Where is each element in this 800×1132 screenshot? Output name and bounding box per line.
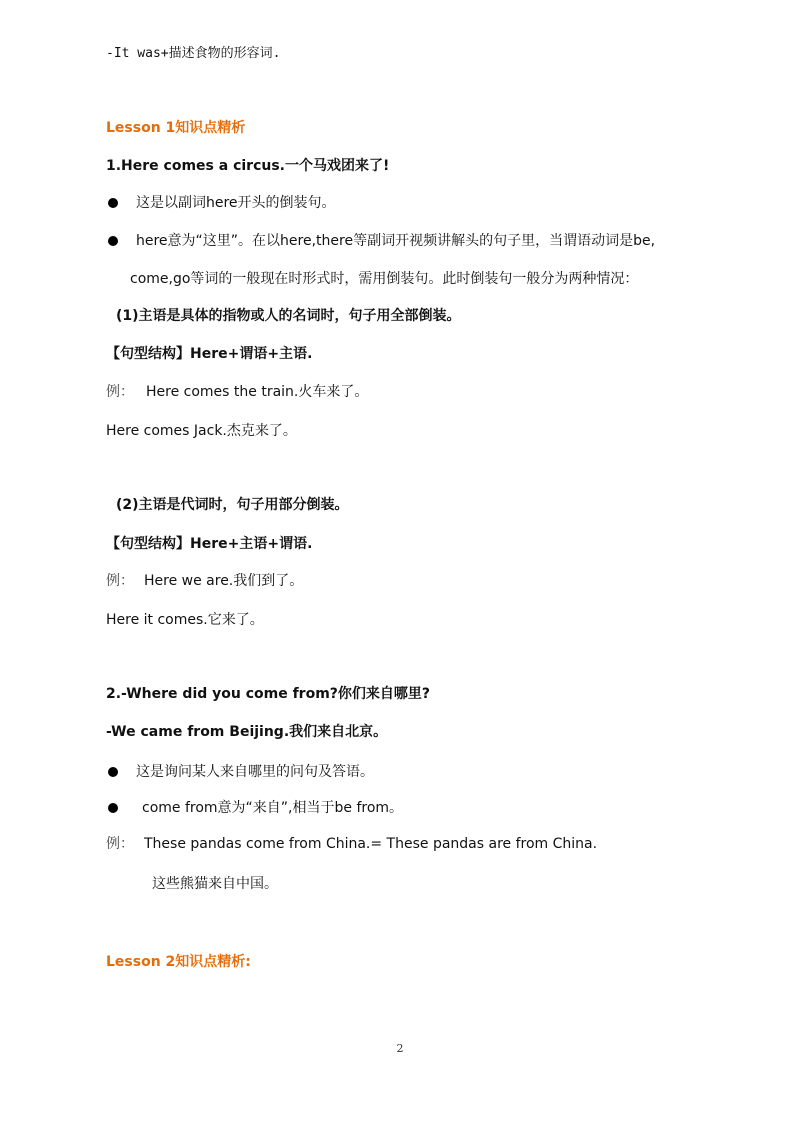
- example-label: 例：: [106, 836, 134, 852]
- continuation-text: come,go等词的一般现在时形式时，需用倒装句。此时倒装句一般分为两种情况：: [130, 271, 639, 287]
- bullet-text-come-from: come from意为“来自”,相当于be from。: [142, 800, 404, 816]
- bullet-text-here-meaning: here意为“这里”。在以here,there等副词开视频讲解头的句子里，当谓语动词是be,: [136, 233, 656, 249]
- example-label: 例：: [106, 384, 134, 400]
- bullet-icon: [108, 767, 118, 777]
- example-pandas: These pandas come from China.= These pandas are from China.: [144, 836, 598, 852]
- bullet-icon: [108, 198, 118, 208]
- bullet-text-inversion: 这是以副词here开头的倒装句。: [136, 195, 336, 211]
- example-pandas-translation: 这些熊猫来自中国。: [152, 876, 278, 892]
- point-2-answer: -We came from Beijing.我们来自北京。: [106, 724, 388, 740]
- example-label: 例：: [106, 573, 134, 589]
- page-number: 2: [396, 1042, 404, 1055]
- bullet-icon: [108, 236, 118, 246]
- example-it-comes: Here it comes.它来了。: [106, 612, 264, 628]
- lesson-2-heading: Lesson 2知识点精析:: [106, 954, 251, 970]
- structure-1: 【句型结构】Here+谓语+主语.: [106, 346, 313, 362]
- point-1-title: 1.Here comes a circus.一个马戏团来了!: [106, 158, 390, 174]
- example-train: Here comes the train.火车来了。: [146, 384, 369, 400]
- case-1-title: (1)主语是具体的指物或人的名词时，句子用全部倒装。: [116, 308, 461, 324]
- example-jack: Here comes Jack.杰克来了。: [106, 423, 297, 439]
- text-line-adjective: -It was+描述食物的形容词.: [106, 46, 281, 61]
- bullet-icon: [108, 803, 118, 813]
- lesson-1-heading: Lesson 1知识点精析: [106, 120, 246, 136]
- case-2-title: (2)主语是代词时，句子用部分倒装。: [116, 497, 349, 513]
- point-2-question: 2.-Where did you come from?你们来自哪里?: [106, 686, 431, 702]
- bullet-text-question: 这是询问某人来自哪里的问句及答语。: [136, 764, 374, 780]
- structure-2: 【句型结构】Here+主语+谓语.: [106, 536, 313, 552]
- example-we-are: Here we are.我们到了。: [144, 573, 304, 589]
